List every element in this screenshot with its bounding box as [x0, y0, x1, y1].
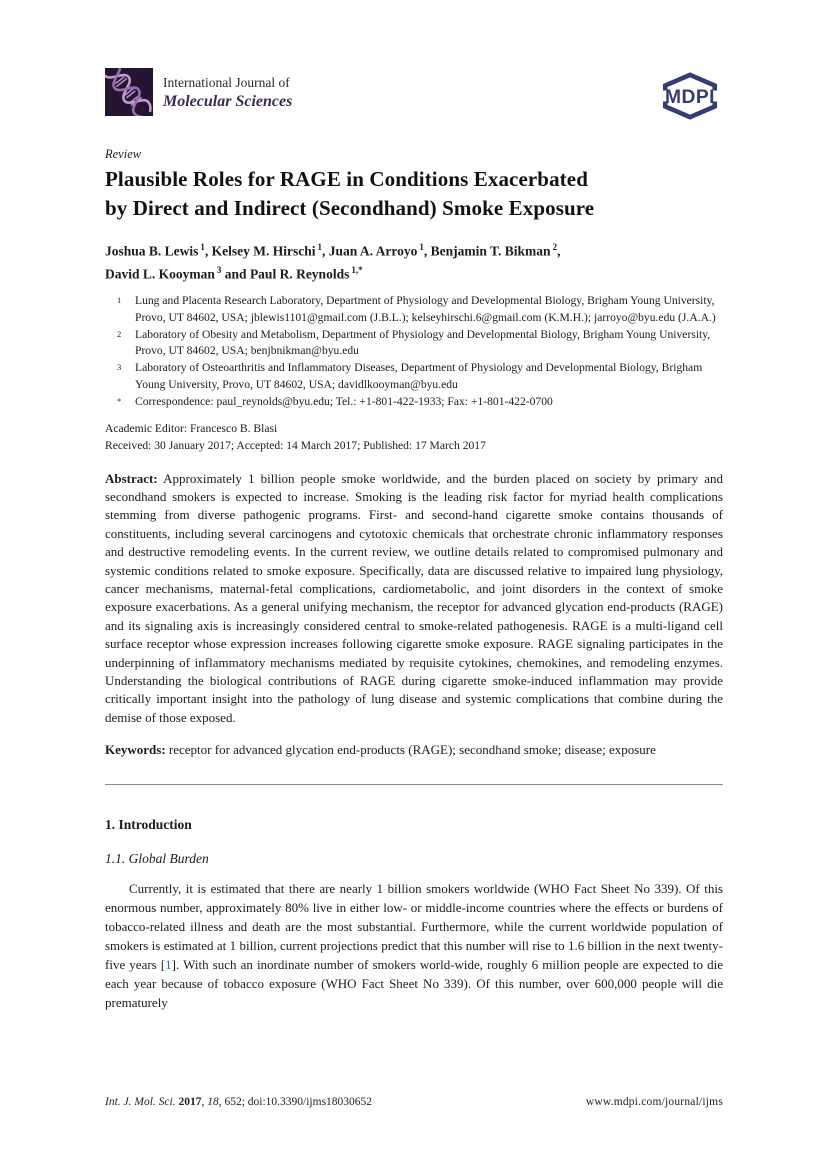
abstract-text: Approximately 1 billion people smoke worldwide, and the burden placed on society by primary and secondhand smokers is expected to increase. Smoking is the leading risk factor for myriad health complications stemming from diverse pathogenic programs. First- and second-hand cigarette smoke contains thousands of constituents, including several carcinogens and cytotoxic chemicals that orchestrate chronic inflammatory responses and destructive remodeling events. In the current review, we outline details related to compromised pulmonary and systemic conditions related to smoke exposure. Specifically, data are discussed relative to impaired lung physiology, cancer mechanisms, maternal-fetal complications, cardiometabolic, and joint disorders in the context of smoke exposure exacerbations. As a general unifying mechanism, the receptor for advanced glycation end-products (RAGE) and its signaling axis is increasingly considered central to smoke-related pathogenesis. RAGE is a multi-ligand cell surface receptor whose expression increases following cigarette smoke exposure. RAGE signaling participates in the underpinning of inflammatory mechanisms mediated by requisite cytokines, chemokines, and remodeling enzymes. Understanding the biological contributions of RAGE during cigarette smoke-induced inflammation may provide critically important insight into the pathology of lung disease and systemic complications that combine during the demise of those exposed.	[105, 470, 723, 725]
correspondence-text: Correspondence: paul_reynolds@byu.edu; Tel.: +1-801-422-1933; Fax: +1-801-422-0700	[135, 394, 553, 408]
journal-name-line1: International Journal of	[163, 75, 290, 90]
author-sup: 1	[317, 242, 323, 252]
affiliation-marker: 3	[117, 362, 122, 373]
affiliation-marker: 1	[117, 295, 122, 305]
author-sup: 1,*	[351, 264, 363, 275]
author-sup: 1	[419, 242, 424, 252]
footer-doi: , 652; doi:10.3390/ijms18030652	[218, 1096, 373, 1108]
footer-journal-abbrev: Int. J. Mol. Sci.	[105, 1096, 176, 1108]
section-divider	[105, 784, 723, 785]
page-title	[105, 165, 723, 223]
author-sep: ,	[322, 243, 329, 259]
correspondence-item	[105, 394, 723, 411]
journal-name-line2: Molecular Sciences	[163, 92, 293, 110]
author-name: Juan A. Arroyo	[328, 243, 418, 259]
subsection-heading-global-burden: 1.1. Global Burden	[105, 850, 209, 866]
abstract	[105, 470, 723, 728]
author-name: Joshua B. Lewis	[105, 243, 199, 259]
mdpi-hexagon-icon	[657, 71, 723, 121]
author-name: Paul R. Reynolds	[249, 266, 350, 281]
intro-paragraph	[105, 879, 723, 1012]
affiliation-text: Lung and Placenta Research Laboratory, Department of Physiology and Developmental Biology, Brigham Young University, Provo, UT 84602, USA; jblewis1101@gmail.com (J.B.L.); kelseyhirschi.6@gmail.com (K.M.H.); jarroyo@byu.edu (J.A.A.)	[135, 294, 716, 324]
affiliation-item	[105, 327, 723, 361]
title-line2: by Direct and Indirect (Secondhand) Smoke Exposure	[105, 196, 595, 220]
page-footer	[105, 1096, 723, 1108]
keywords-label: Keywords:	[105, 742, 166, 758]
page-content	[105, 0, 723, 1012]
affiliation-item	[105, 293, 723, 327]
editorial-info	[105, 420, 723, 454]
footer-year: 2017	[175, 1096, 202, 1108]
title-line1: Plausible Roles for RAGE in Conditions Exacerbated	[105, 167, 588, 191]
author-sup: 1	[200, 242, 205, 252]
footer-journal-url[interactable]: www.mdpi.com/journal/ijms	[585, 1096, 723, 1108]
abstract-label: Abstract:	[105, 470, 158, 486]
author-name: Kelsey M. Hirschi	[211, 243, 316, 259]
author-sep: ,	[557, 243, 561, 259]
author-name: David L. Kooyman	[105, 266, 215, 281]
affiliation-text: Laboratory of Obesity and Metabolism, Department of Physiology and Developmental Biology, Brigham Young University, Provo, UT 84602, USA; benjbnikman@byu.edu	[135, 327, 711, 358]
footer-citation	[105, 1096, 372, 1108]
mdpi-logo	[657, 71, 723, 126]
author-list	[105, 238, 723, 283]
article-type-label: Review	[105, 147, 142, 161]
author-sep: and	[221, 266, 250, 281]
author-sep: ,	[423, 243, 431, 259]
section-heading-introduction: 1. Introduction	[105, 816, 192, 832]
author-sep: ,	[204, 243, 212, 259]
academic-editor-line: Academic Editor: Francesco B. Blasi	[105, 421, 278, 435]
author-line-2	[105, 261, 723, 284]
footer-volume: 18	[207, 1096, 219, 1108]
dna-helix-icon	[105, 68, 153, 116]
keywords	[105, 741, 723, 759]
author-line-1	[105, 238, 723, 261]
affiliation-item	[105, 360, 723, 394]
journal-header	[105, 68, 723, 126]
author-sup: 2	[552, 242, 558, 252]
affiliation-marker: 2	[117, 328, 122, 339]
intro-text-after-citation: ]. With such an inordinate number of smokers world-wide, roughly 6 million people are expected to die each year because of tobacco exposure (WHO Fact Sheet No 339). Of this number, over 600,000 people will die prematurely	[105, 956, 724, 1010]
journal-name	[163, 68, 292, 112]
author-sup: 3	[216, 264, 222, 275]
correspondence-marker: *	[117, 395, 122, 406]
journal-logo	[105, 68, 153, 116]
keywords-text: receptor for advanced glycation end-products (RAGE); secondhand smoke; disease; exposure	[165, 742, 656, 758]
intro-text-before-citation: Currently, it is estimated that there are nearly 1 billion smokers worldwide (WHO Fact Sheet No 339). Of this enormous number, approximately 80% live in either low- or middle-income countries where the effects or burdens of tobacco-related illness and death are the most substantial. Furthermore, while the current worldwide population of smokers is estimated at 1 billion, current projections predict that this number will rise to 1.6 billion in the next twenty-five years [	[105, 880, 723, 972]
affiliation-list	[105, 293, 723, 411]
citation-link-1[interactable]: 1	[165, 956, 172, 972]
footer-comma: ,	[201, 1096, 208, 1108]
author-name: Benjamin T. Bikman	[430, 243, 551, 259]
history-line: Received: 30 January 2017; Accepted: 14 March 2017; Published: 17 March 2017	[105, 438, 486, 452]
affiliation-text: Laboratory of Osteoarthritis and Inflammatory Diseases, Department of Physiology and Developmental Biology, Brigham Young University, Provo, UT 84602, USA; davidlkooyman@byu.edu	[135, 361, 703, 391]
svg-text:MDPI: MDPI	[665, 86, 715, 108]
